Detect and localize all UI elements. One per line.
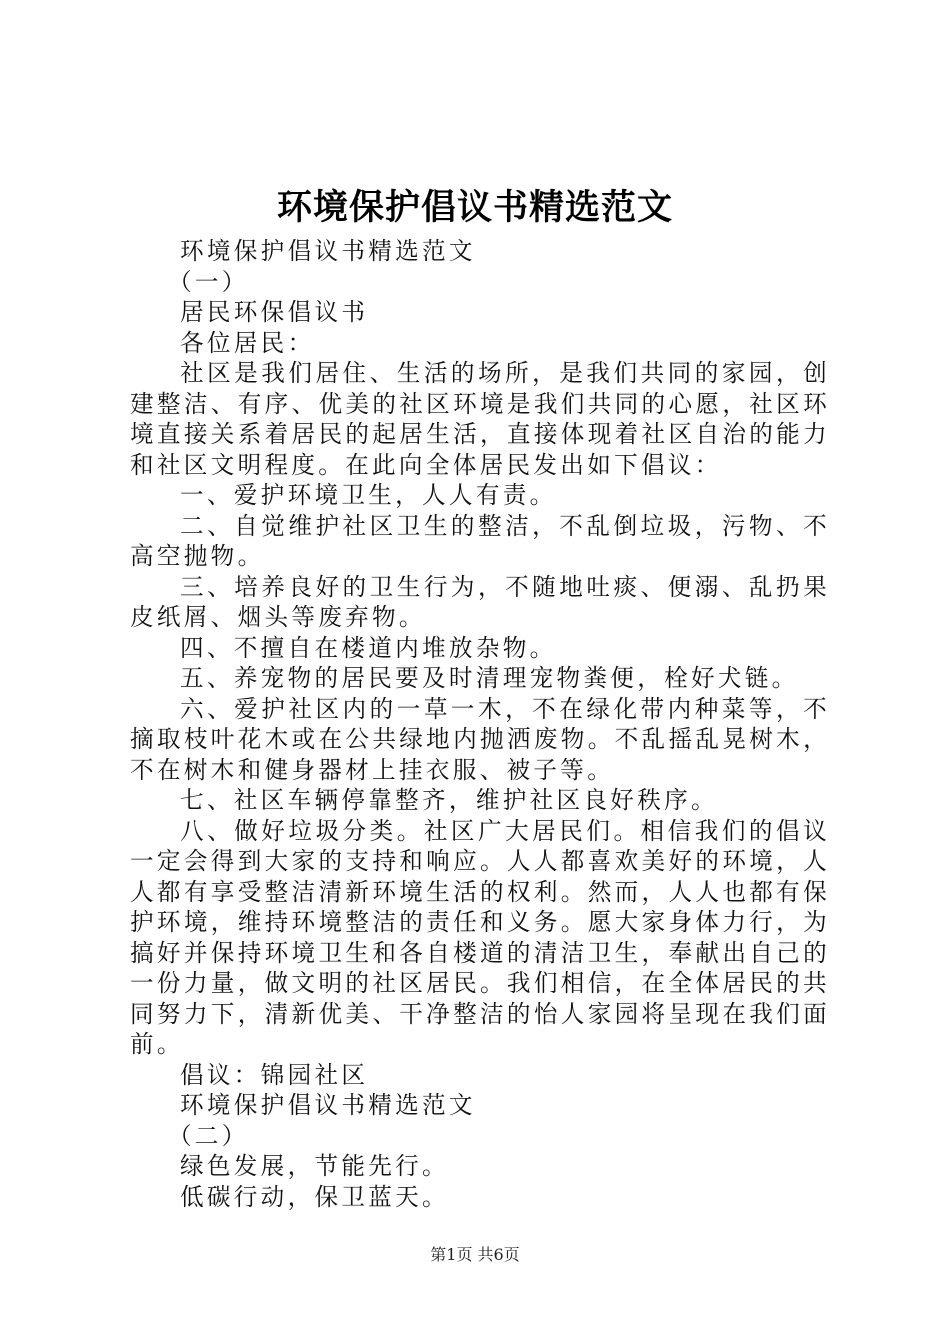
proposal-item-7: 七、社区车辆停靠整齐，维护社区良好秩序。 xyxy=(180,786,718,814)
slogan-line-2: 低碳行动，保卫蓝天。 xyxy=(180,1182,449,1211)
proposal-item-3: 三、培养良好的卫生行为，不随地吐痰、便溺、乱扔果皮纸屑、烟头等废弃物。 xyxy=(130,572,830,631)
salutation: 各位居民： xyxy=(180,328,315,357)
section-number-1: （一） xyxy=(168,267,249,296)
subtitle-line-2: 环境保护倡议书精选范文 xyxy=(180,1091,476,1119)
proposal-item-1: 一、爱护环境卫生，人人有责。 xyxy=(180,481,557,509)
intro-paragraph: 社区是我们居住、生活的场所，是我们共同的家园，创建整洁、有序、优美的社区环境是我们共同的心愿，社区环境直接关系着居民的起居生活，直接体现着社区自治的能力和社区文明程度。在此向全体居民发出如下倡议： xyxy=(130,359,830,479)
section-number-2: （二） xyxy=(168,1121,249,1150)
section-heading: 居民环保倡议书 xyxy=(180,298,369,326)
proposal-item-6: 六、爱护社区内的一草一木，不在绿化带内种菜等，不摘取枝叶花木或在公共绿地内抛洒废物。不乱摇乱晃树木，不在树木和健身器材上挂衣服、被子等。 xyxy=(130,694,830,784)
document-body xyxy=(130,236,830,1212)
proposal-item-5: 五、养宠物的居民要及时清理宠物粪便，栓好犬链。 xyxy=(180,664,799,692)
subtitle-line: 环境保护倡议书精选范文 xyxy=(180,237,476,265)
slogan-line-1: 绿色发展，节能先行。 xyxy=(180,1152,449,1180)
proposal-item-4: 四、不擅自在楼道内堆放杂物。 xyxy=(180,633,557,662)
proposal-item-8: 八、做好垃圾分类。社区广大居民们。相信我们的倡议一定会得到大家的支持和响应。人人都喜欢美好的环境，人人都有享受整洁清新环境生活的权利。然而，人人也都有保护环境，维持环境整洁的责任和义务。愿大家身体力行，为搞好并保持环境卫生和各自楼道的清洁卫生，奉献出自己的一份力量，做文明的社区居民。我们相信，在全体居民的共同努力下，清新优美、干净整洁的怡人家园将呈现在我们面前。 xyxy=(130,816,830,1058)
document-title: 环境保护倡议书精选范文 xyxy=(276,188,673,228)
page-number-footer: 第1页 共6页 xyxy=(430,1245,520,1264)
proposal-item-2: 二、自觉维护社区卫生的整洁，不乱倒垃圾，污物、不高空抛物。 xyxy=(130,511,830,570)
signature-line: 倡议：锦园社区 xyxy=(180,1060,369,1089)
